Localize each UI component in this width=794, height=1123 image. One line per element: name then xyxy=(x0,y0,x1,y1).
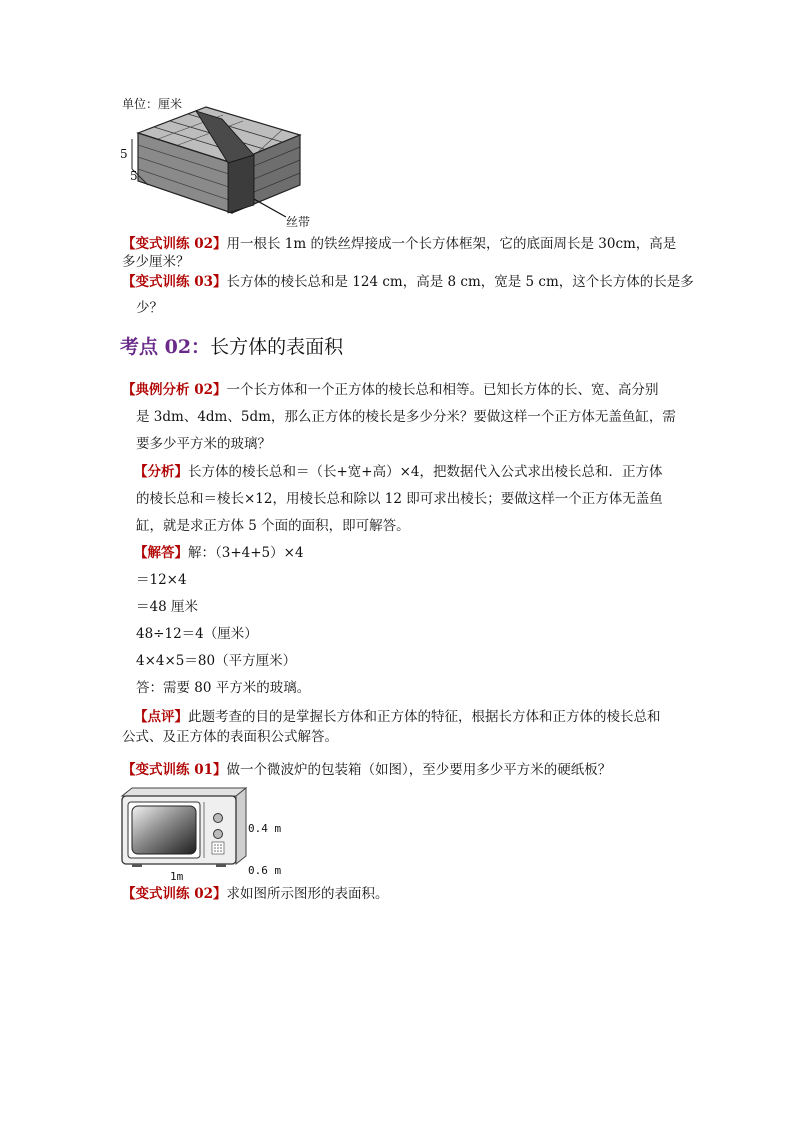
fenxi-line3 xyxy=(136,516,410,536)
jieda-step: ＝12×4 xyxy=(136,572,187,588)
exercise-03-line2 xyxy=(136,298,163,318)
dianping-line1 xyxy=(134,707,661,727)
exercise-tag: 【变式训练 02】 xyxy=(122,886,227,902)
analysis-line3 xyxy=(136,434,271,454)
exercise-text: 少？ xyxy=(136,300,163,316)
height-label: 0.4 m xyxy=(248,822,282,835)
exercise-text: 求如图所示图形的表面积。 xyxy=(226,886,389,902)
exercise-tag: 【变式训练 01】 xyxy=(122,762,227,778)
exercise-text: 做一个微波炉的包装箱（如图），至少要用多少平方米的硬纸板？ xyxy=(226,762,612,778)
analysis-line1 xyxy=(122,380,659,400)
exercise-text: 长方体的棱长总和是 124 cm，高是 8 cm，宽是 5 cm，这个长方体的长是多 xyxy=(226,274,694,290)
fenxi-text: 缸，就是求正方体 5 个面的面积，即可解答。 xyxy=(136,518,410,534)
dim-bottom-label: 5 xyxy=(130,169,138,183)
exercise-03-line1 xyxy=(122,272,694,292)
dianping-line2 xyxy=(122,727,338,747)
fenxi-tag: 【分析】 xyxy=(134,464,188,480)
gift-box-drawing xyxy=(118,95,318,230)
analysis-text: 是 3dm、4dm、5dm，那么正方体的棱长是多少分米？要做这样一个正方体无盖鱼缸，需 xyxy=(136,409,676,425)
fenxi-text: 长方体的棱长总和＝（长+宽+高）×4，把数据代入公式求出棱长总和．正方体 xyxy=(188,464,663,480)
depth-label: 0.6 m xyxy=(248,864,282,877)
microwave-figure xyxy=(118,786,298,882)
jieda-text: 解：（3+4+5）×4 xyxy=(188,545,304,561)
exercise-tag: 【变式训练 03】 xyxy=(122,274,227,290)
ribbon-label: 丝带 xyxy=(286,215,311,229)
analysis-text: 一个长方体和一个正方体的棱长总和相等。已知长方体的长、宽、高分别 xyxy=(226,382,659,398)
analysis-tag: 【典例分析 02】 xyxy=(122,382,227,398)
gift-box-figure xyxy=(118,95,318,230)
exercise-02b-line xyxy=(122,884,389,904)
exercise-text: 用一根长 1m 的铁丝焊接成一个长方体框架，它的底面周长是 30cm，高是 xyxy=(226,236,677,252)
section-number: 考点 02： xyxy=(120,336,211,358)
analysis-line2 xyxy=(136,407,676,427)
dim-side-label: 5 xyxy=(120,147,128,161)
dianping-text: 此题考查的目的是掌握长方体和正方体的特征，根据长方体和正方体的棱长总和 xyxy=(188,709,661,725)
unit-label: 单位：厘米 xyxy=(122,97,183,111)
jieda-tag: 【解答】 xyxy=(134,545,188,561)
analysis-text: 要多少平方米的玻璃？ xyxy=(136,436,271,452)
dianping-text: 公式、及正方体的表面积公式解答。 xyxy=(122,729,338,745)
jieda-line1 xyxy=(134,543,304,563)
jieda-step: 48÷12＝4（厘米） xyxy=(136,626,258,642)
width-label: 1m xyxy=(170,870,184,883)
exercise-01-line xyxy=(122,760,611,780)
fenxi-line1 xyxy=(134,462,663,482)
exercise-tag: 【变式训练 02】 xyxy=(122,236,227,252)
section-title: 长方体的表面积 xyxy=(210,336,344,358)
exercise-02a-line2 xyxy=(122,252,190,272)
fenxi-text: 的棱长总和＝棱长×12，用棱长总和除以 12 即可求出棱长；要做这样一个正方体无盖鱼 xyxy=(136,491,663,507)
exercise-text: 多少厘米？ xyxy=(122,254,190,270)
jieda-step: 4×4×5＝80（平方厘米） xyxy=(136,653,297,669)
exercise-02a-line1 xyxy=(122,234,676,254)
dianping-tag: 【点评】 xyxy=(134,709,188,725)
jieda-step: ＝48 厘米 xyxy=(136,599,198,615)
section-heading xyxy=(120,332,343,359)
fenxi-line2 xyxy=(136,489,663,509)
jieda-answer: 答：需要 80 平方米的玻璃。 xyxy=(136,680,311,696)
